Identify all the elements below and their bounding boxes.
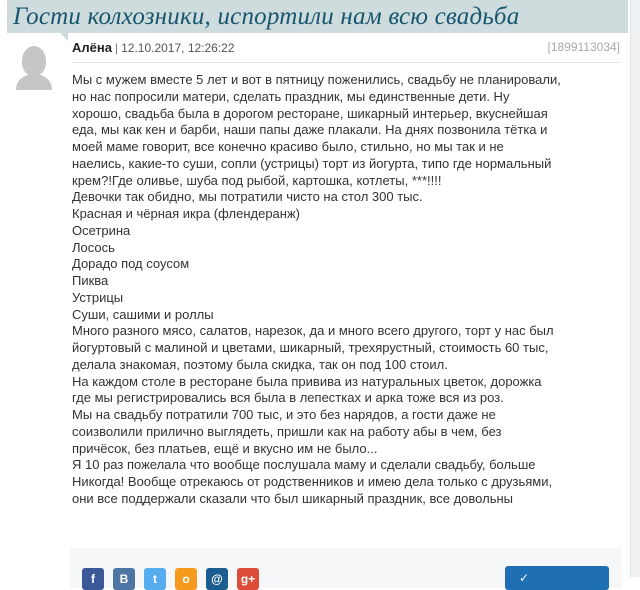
google-plus-icon: g+: [240, 572, 256, 586]
odnoklassniki-share-button[interactable]: [175, 568, 197, 590]
post-footer: [70, 548, 622, 588]
mailru-icon: @: [211, 572, 223, 586]
author-name[interactable]: Алёна: [72, 40, 112, 55]
post-id: [1899113034]: [547, 40, 620, 54]
post-text-line: На каждом столе в ресторане была привива из натуральных цветок, дорожка: [72, 373, 542, 389]
post-text-line: где мы регистрировались вся была в лепестках и арка тоже вся из роз.: [72, 390, 504, 406]
post-text-line: они все поддержали сказали что был шикарный праздник, все довольны: [72, 490, 513, 506]
facebook-share-button[interactable]: [82, 568, 104, 590]
post-text-line: Девочки так обидно, мы потратили чисто на стол 300 тыс.: [72, 189, 423, 205]
page-scroll-edge: [630, 0, 640, 577]
title-pointer: [60, 33, 68, 41]
post-text-line: Мы на свадьбу потратили 700 тыс, и это без нарядов, а гости даже не: [72, 407, 496, 422]
post-text-line: Много разного мясо, салатов, нарезок, да и много всего другого, торт у нас был: [72, 323, 554, 339]
twitter-share-button[interactable]: [144, 568, 166, 590]
post-text-line: Красная и чёрная икра (флендеранж): [72, 206, 300, 221]
post-text-line: йогуртовый с малиной и цветами, шикарный, трехярустный, стоимость 60 тыс,: [72, 340, 549, 355]
post-text-line: Осетрина: [72, 222, 131, 238]
post-body: [72, 72, 628, 508]
vk-icon: B: [119, 572, 129, 586]
post-text-line: Никогда! Вообще отрекаюсь от родственников и имею дела только с друзьями,: [72, 474, 553, 489]
avatar-head: [22, 46, 46, 76]
check-icon: ✓: [519, 571, 530, 585]
post-text-line: Я 10 раз пожелала что вообще послушала маму и сделали свадьбу, больше: [72, 457, 536, 473]
mailru-share-button[interactable]: [206, 568, 228, 590]
post-text-line: хорошо, свадьба была в дорогом ресторане, шикарный интерьер, вкуснейшая: [72, 105, 548, 121]
avatar: [16, 46, 52, 90]
post-title-bar: [7, 0, 628, 33]
post-text-line: причёсок, без платьев, ещё и вкусно им не было...: [72, 440, 378, 456]
post-text-line: Пиква: [72, 273, 109, 288]
post-text-line: Лосось: [72, 239, 115, 255]
post-title: Гости колхозники, испортили нам всю свадьба: [13, 3, 520, 30]
reply-button[interactable]: [505, 566, 609, 590]
avatar-body: [16, 74, 52, 90]
post-text-line: соизволили прилично выглядеть, пришли как на работу абы в чем, без: [72, 423, 502, 439]
post-text-line: наелись, какие-то суши, сопли (устрицы) торт из йогурта, типо где нормальный: [72, 155, 552, 171]
post-meta: [72, 40, 620, 63]
post-text-line: моей маме говорит, все конечно красиво было, стильно, но мы так и не: [72, 139, 504, 154]
post-text-line: Мы с мужем вместе 5 лет и вот в пятницу поженились, свадьбу не планировали,: [72, 72, 561, 87]
meta-separator: |: [114, 41, 119, 55]
post-text-line: Устрицы: [72, 289, 124, 305]
post-text-line: но нас попросили матери, сделать праздник, мы единственные дети. Ну: [72, 88, 510, 104]
twitter-icon: t: [153, 572, 157, 586]
google-plus-share-button[interactable]: [237, 568, 259, 590]
post-text-line: делала знакомая, поэтому была скидка, так он под 100 стоил.: [72, 356, 448, 372]
post-datetime: 12.10.2017, 12:26:22: [121, 41, 235, 55]
post-text-line: крем?!Где оливье, шуба под рыбой, картошка, котлеты, ***!!!!: [72, 172, 442, 188]
facebook-icon: f: [91, 572, 95, 586]
post-text-line: еда, мы как кен и барби, наши папы даже плакали. На днях позвонила тётка и: [72, 122, 548, 138]
post-text-line: Дорадо под соусом: [72, 256, 190, 272]
odnoklassniki-icon: o: [182, 572, 190, 586]
vk-share-button[interactable]: [113, 568, 135, 590]
post-text-line: Суши, сашими и роллы: [72, 306, 214, 322]
